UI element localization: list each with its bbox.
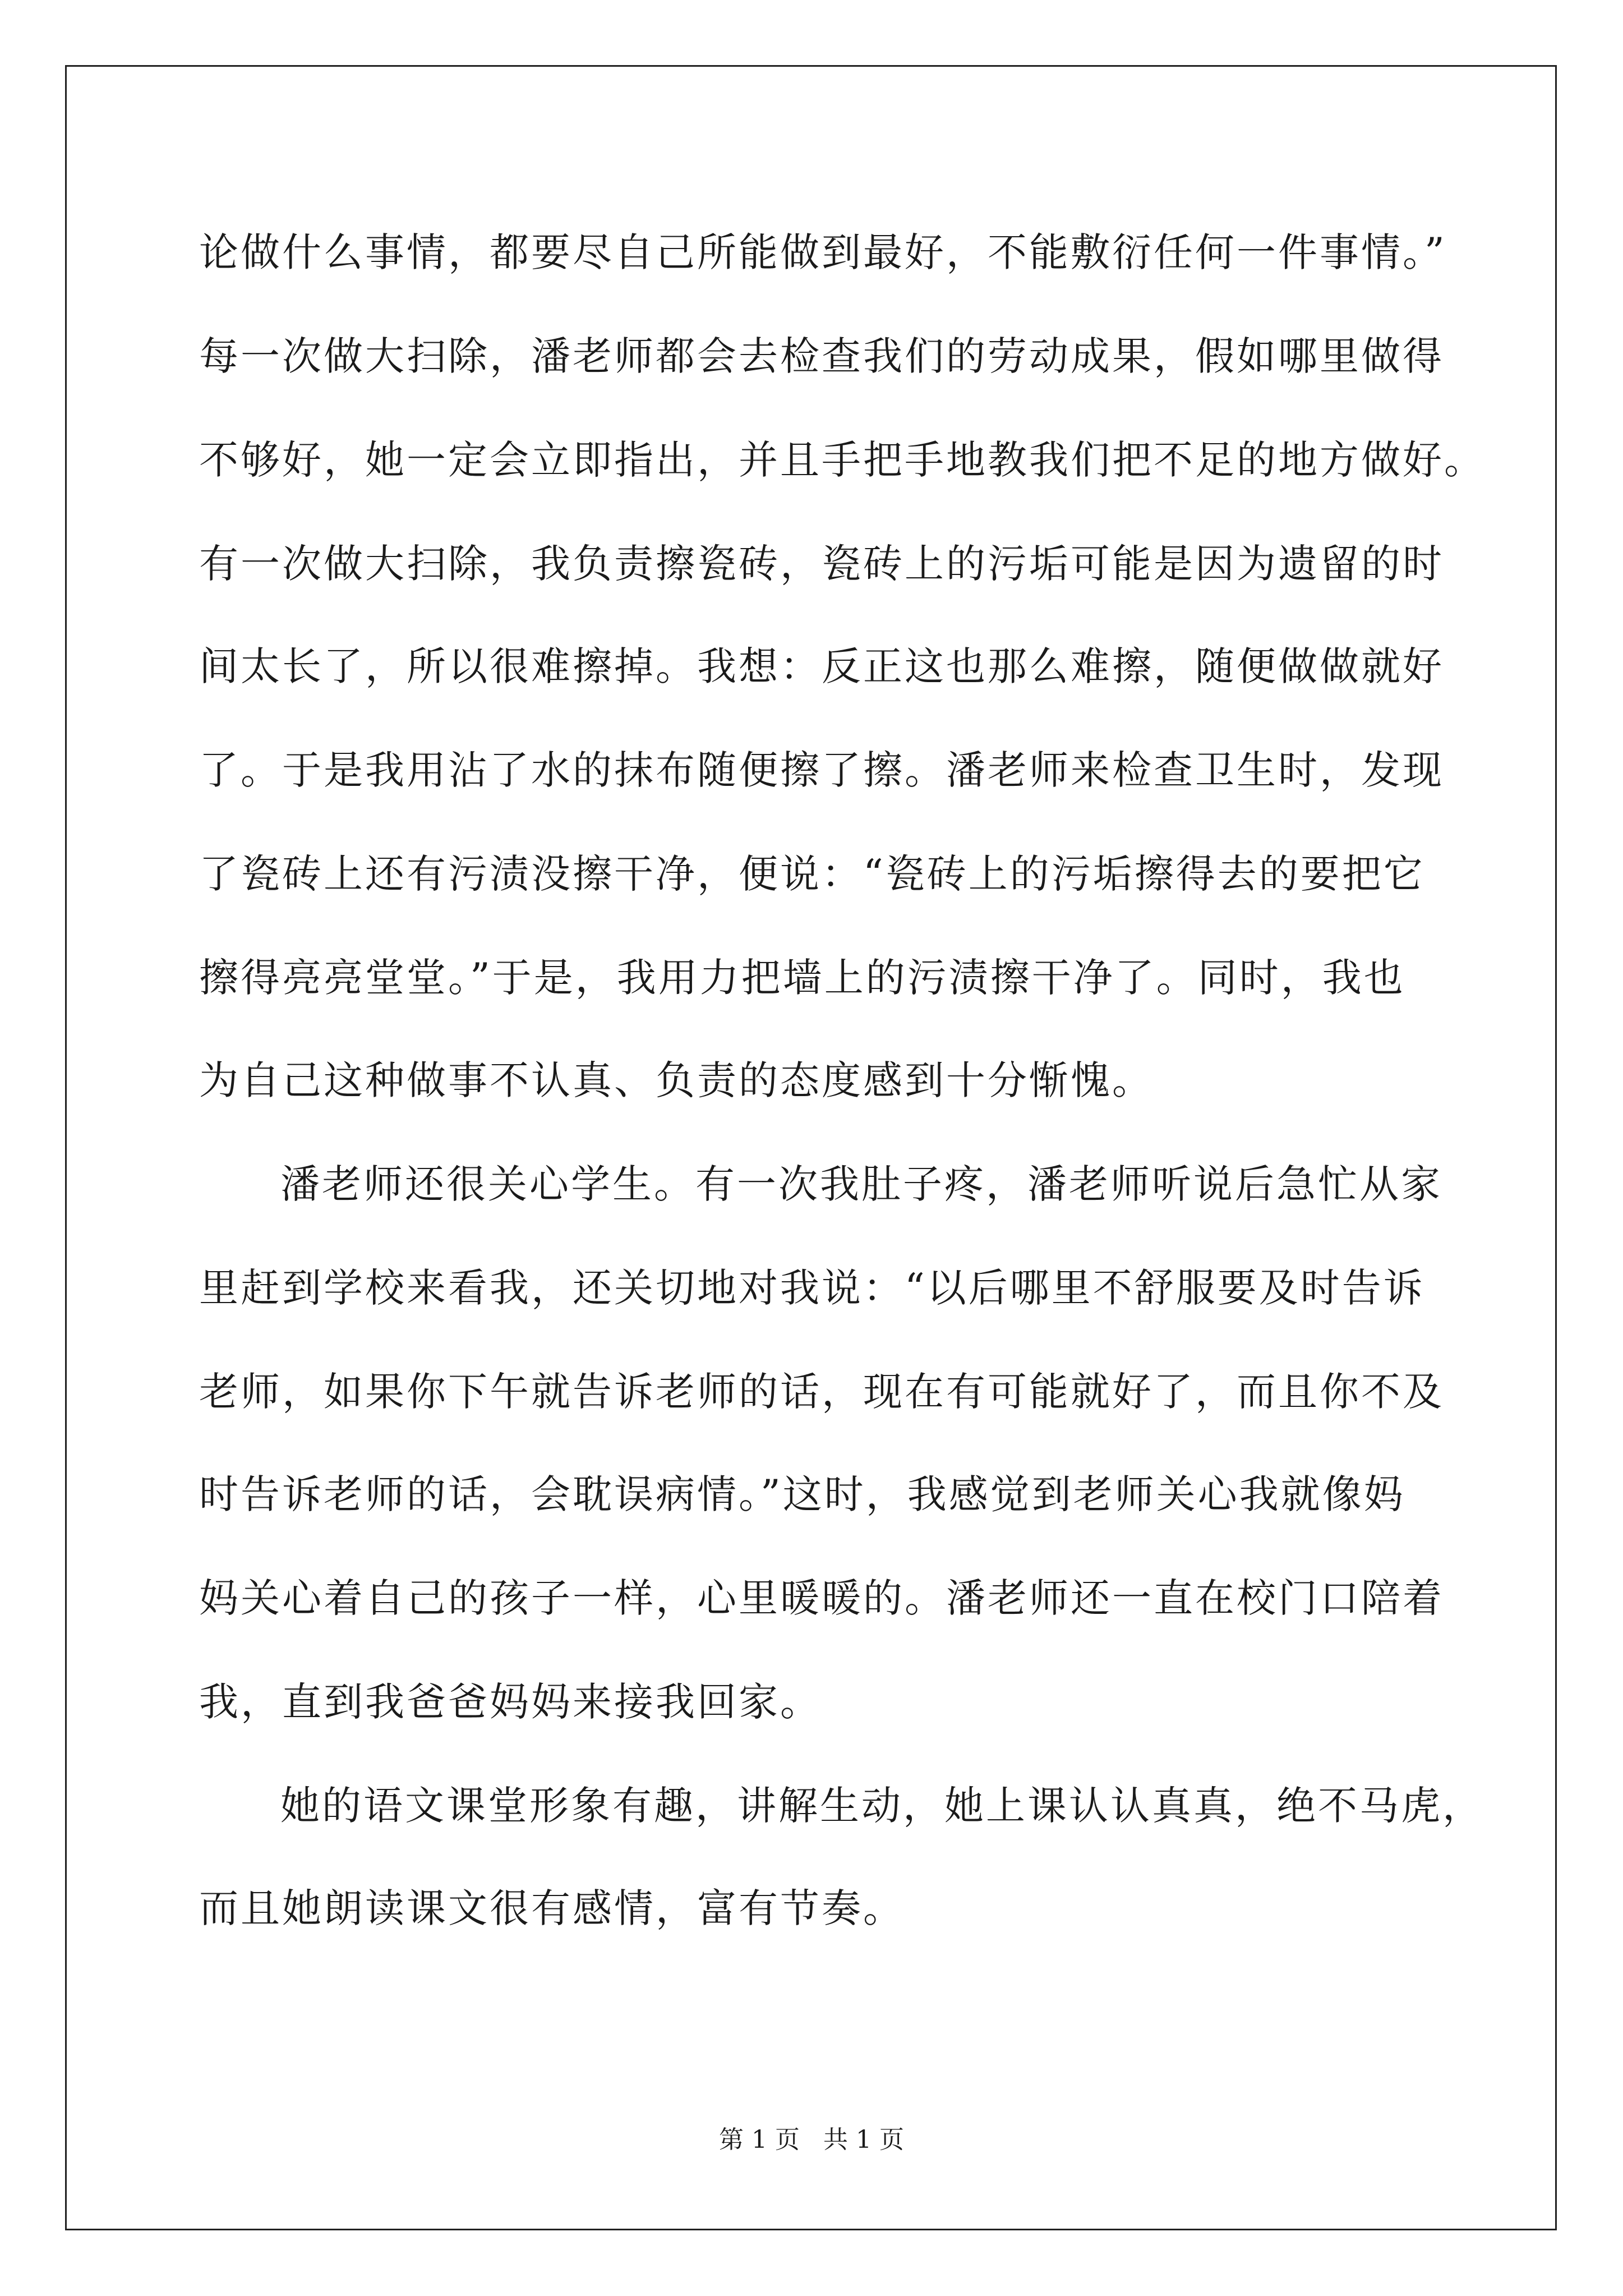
text-line: 每一次做大扫除，潘老师都会去检查我们的劳动成果，假如哪里做得 (199, 333, 1444, 379)
text-line: 而且她朗读课文很有感情，富有节奏。 (199, 1885, 905, 1931)
paragraph-first-line: 潘老师还很关心学生。有一次我肚子疼，潘老师听说后急忙从家 (280, 1161, 1442, 1207)
text-line: 妈关心着自己的孩子一样，心里暖暖的。潘老师还一直在校门口陪着 (199, 1575, 1444, 1621)
paragraph-first-line: 她的语文课堂形象有趣，讲解生动，她上课认认真真，绝不马虎， (280, 1783, 1484, 1829)
text-line: 擦得亮亮堂堂。”于是，我用力把墙上的污渍擦干净了。同时，我也 (199, 955, 1405, 1001)
text-line: 时告诉老师的话，会耽误病情。”这时，我感觉到老师关心我就像妈 (199, 1471, 1405, 1517)
text-line: 我，直到我爸爸妈妈来接我回家。 (199, 1679, 822, 1725)
text-line: 里赶到学校来看我，还关切地对我说：“以后哪里不舒服要及时告诉 (199, 1265, 1425, 1311)
text-line: 了。于是我用沾了水的抹布随便擦了擦。潘老师来检查卫生时，发现 (199, 747, 1444, 793)
text-line: 了瓷砖上还有污渍没擦干净，便说：“瓷砖上的污垢擦得去的要把它 (199, 851, 1425, 897)
text-line: 间太长了，所以很难擦掉。我想：反正这也那么难擦，随便做做就好 (199, 643, 1444, 689)
text-line: 有一次做大扫除，我负责擦瓷砖，瓷砖上的污垢可能是因为遗留的时 (199, 541, 1444, 587)
text-line: 为自己这种做事不认真、负责的态度感到十分惭愧。 (199, 1057, 1154, 1103)
text-line: 论做什么事情，都要尽自己所能做到最好，不能敷衍任何一件事情。” (199, 229, 1447, 275)
text-line: 不够好，她一定会立即指出，并且手把手地教我们把不足的地方做好。 (199, 437, 1486, 483)
text-line: 老师，如果你下午就告诉老师的话，现在有可能就好了，而且你不及 (199, 1369, 1444, 1415)
page-footer: 第 1 页 共 1 页 (719, 2125, 904, 2154)
